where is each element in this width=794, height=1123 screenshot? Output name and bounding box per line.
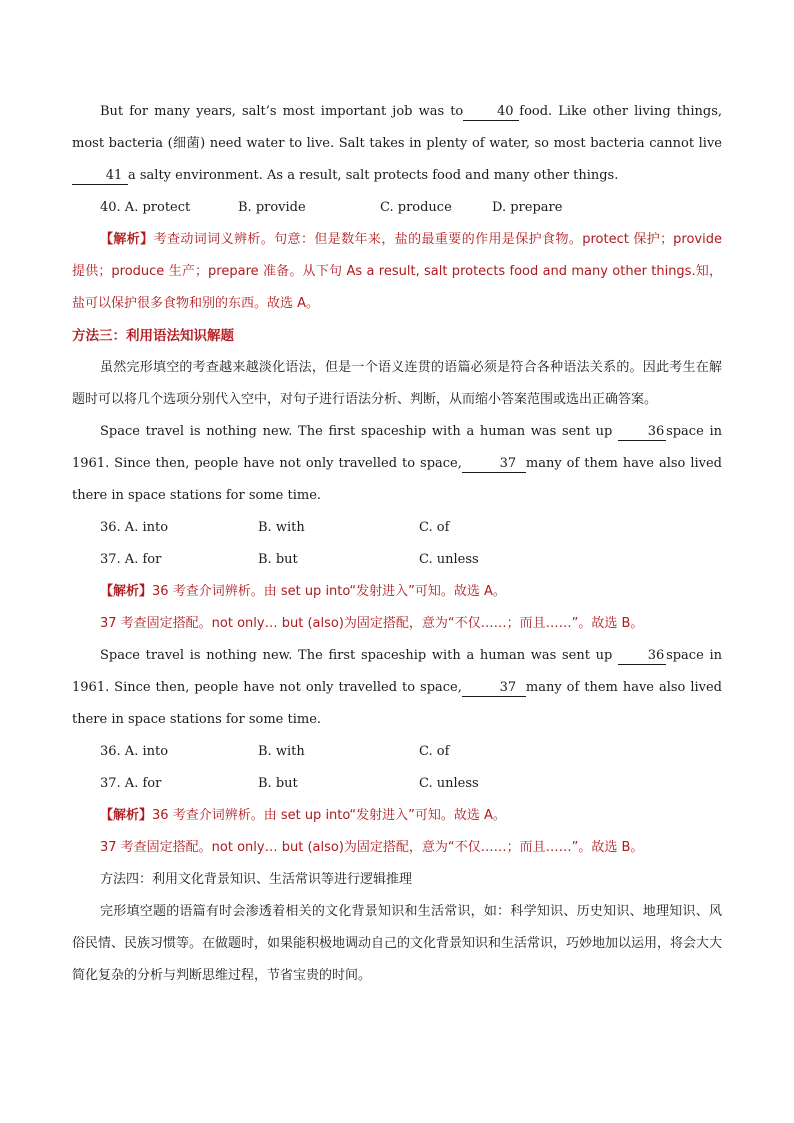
- q36-option-c: C. of: [419, 520, 450, 535]
- question-36-options: [72, 736, 722, 768]
- q40-option-b: B. provide: [238, 200, 306, 215]
- method-3-intro: 虽然完形填空的考查越来越淡化语法，但是一个语义连贯的语篇必须是符合各种语法关系的。因此考生在解题时可以将几个选项分别代入空中，对句子进行语法分析、判断，从而缩小答案范围或选出正确答案。: [72, 360, 722, 407]
- q37-option-c: C. unless: [419, 552, 479, 567]
- q37-option-c: C. unless: [419, 776, 479, 791]
- passage-space-part1: Space travel is nothing new. The first spaceship with a human was sent up: [100, 424, 613, 439]
- q36-option-b: B. with: [258, 744, 305, 759]
- analysis-tag: 【解析】: [100, 584, 153, 599]
- method-4-intro: 完形填空题的语篇有时会渗透着相关的文化背景知识和生活常识，如：科学知识、历史知识、地理知识、风俗民情、民族习惯等。在做题时，如果能积极地调动自己的文化背景知识和生活常识，巧妙地加以运用，将会大大简化复杂的分析与判断思维过程，节省宝贵的时间。: [72, 904, 723, 983]
- passage-space-part2: space in 1961. Since then, people have not only travelled to space,: [72, 648, 723, 695]
- question-36-options: [72, 512, 722, 544]
- q37-option-b: B. but: [258, 776, 298, 791]
- passage-space-part2: space in 1961. Since then, people have not only travelled to space,: [72, 424, 723, 471]
- passage-space-part1: Space travel is nothing new. The first spaceship with a human was sent up: [100, 648, 613, 663]
- q37-option-a: 37. A. for: [100, 552, 162, 567]
- blank-37: 37: [462, 680, 526, 697]
- passage-space-1: [72, 416, 722, 512]
- blank-36: 36: [618, 648, 666, 665]
- analysis-tag: 【解析】: [100, 808, 153, 823]
- q36-option-c: C. of: [419, 744, 450, 759]
- blank-37: 37: [462, 456, 526, 473]
- analysis-40: [72, 224, 722, 320]
- q40-option-d: D. prepare: [492, 200, 563, 215]
- method-3-heading: 方法三：利用语法知识解题: [72, 328, 234, 344]
- passage-salt-part2: food. Like other living things, most bacteria (细菌) need water to live. Salt takes in plenty of water, so most bacteria cannot live: [72, 104, 722, 151]
- passage-salt-part3: a salty environment. As a result, salt protects food and many other things.: [128, 168, 619, 183]
- analysis-36-text: 36 考查介词辨析。由 set up into“发射进入”可知。故选 A。: [152, 584, 506, 599]
- analysis-36: [72, 800, 722, 832]
- blank-41: 41: [72, 168, 128, 185]
- q40-option-a: 40. A. protect: [100, 200, 191, 215]
- q36-option-a: 36. A. into: [100, 520, 169, 535]
- analysis-36: [72, 576, 722, 608]
- analysis-40-text: 考查动词词义辨析。句意：但是数年来，盐的最重要的作用是保护食物。protect 保护；provide 提供；produce 生产；prepare 准备。从下句 As a result, salt protects food and many other things.知，盐可以保护很多食物和别的东西。故选 A。: [72, 232, 722, 311]
- q40-option-c: C. produce: [380, 200, 452, 215]
- analysis-tag: 【解析】: [100, 232, 154, 247]
- analysis-37: 37 考查固定搭配。not only… but (also)为固定搭配，意为“不仅……；而且……”。故选 B。: [100, 840, 644, 855]
- question-40-options: [72, 192, 722, 224]
- question-37-options: [72, 544, 722, 576]
- passage-salt: [72, 96, 722, 192]
- passage-space-2: [72, 640, 722, 736]
- document-page: [72, 96, 722, 992]
- q36-option-b: B. with: [258, 520, 305, 535]
- blank-40: 40: [463, 104, 519, 121]
- q37-option-b: B. but: [258, 552, 298, 567]
- passage-salt-part1: But for many years, salt’s most important job was to: [100, 104, 464, 119]
- method-4-heading: 方法四：利用文化背景知识、生活常识等进行逻辑推理: [100, 872, 413, 887]
- analysis-36-text: 36 考查介词辨析。由 set up into“发射进入”可知。故选 A。: [152, 808, 506, 823]
- q37-option-a: 37. A. for: [100, 776, 162, 791]
- question-37-options: [72, 768, 722, 800]
- analysis-37: 37 考查固定搭配。not only… but (also)为固定搭配，意为“不仅……；而且……”。故选 B。: [100, 616, 644, 631]
- passage-space-part3: many of them have also lived there in space stations for some time.: [72, 680, 722, 727]
- q36-option-a: 36. A. into: [100, 744, 169, 759]
- blank-36: 36: [618, 424, 666, 441]
- passage-space-part3: many of them have also lived there in space stations for some time.: [72, 456, 722, 503]
